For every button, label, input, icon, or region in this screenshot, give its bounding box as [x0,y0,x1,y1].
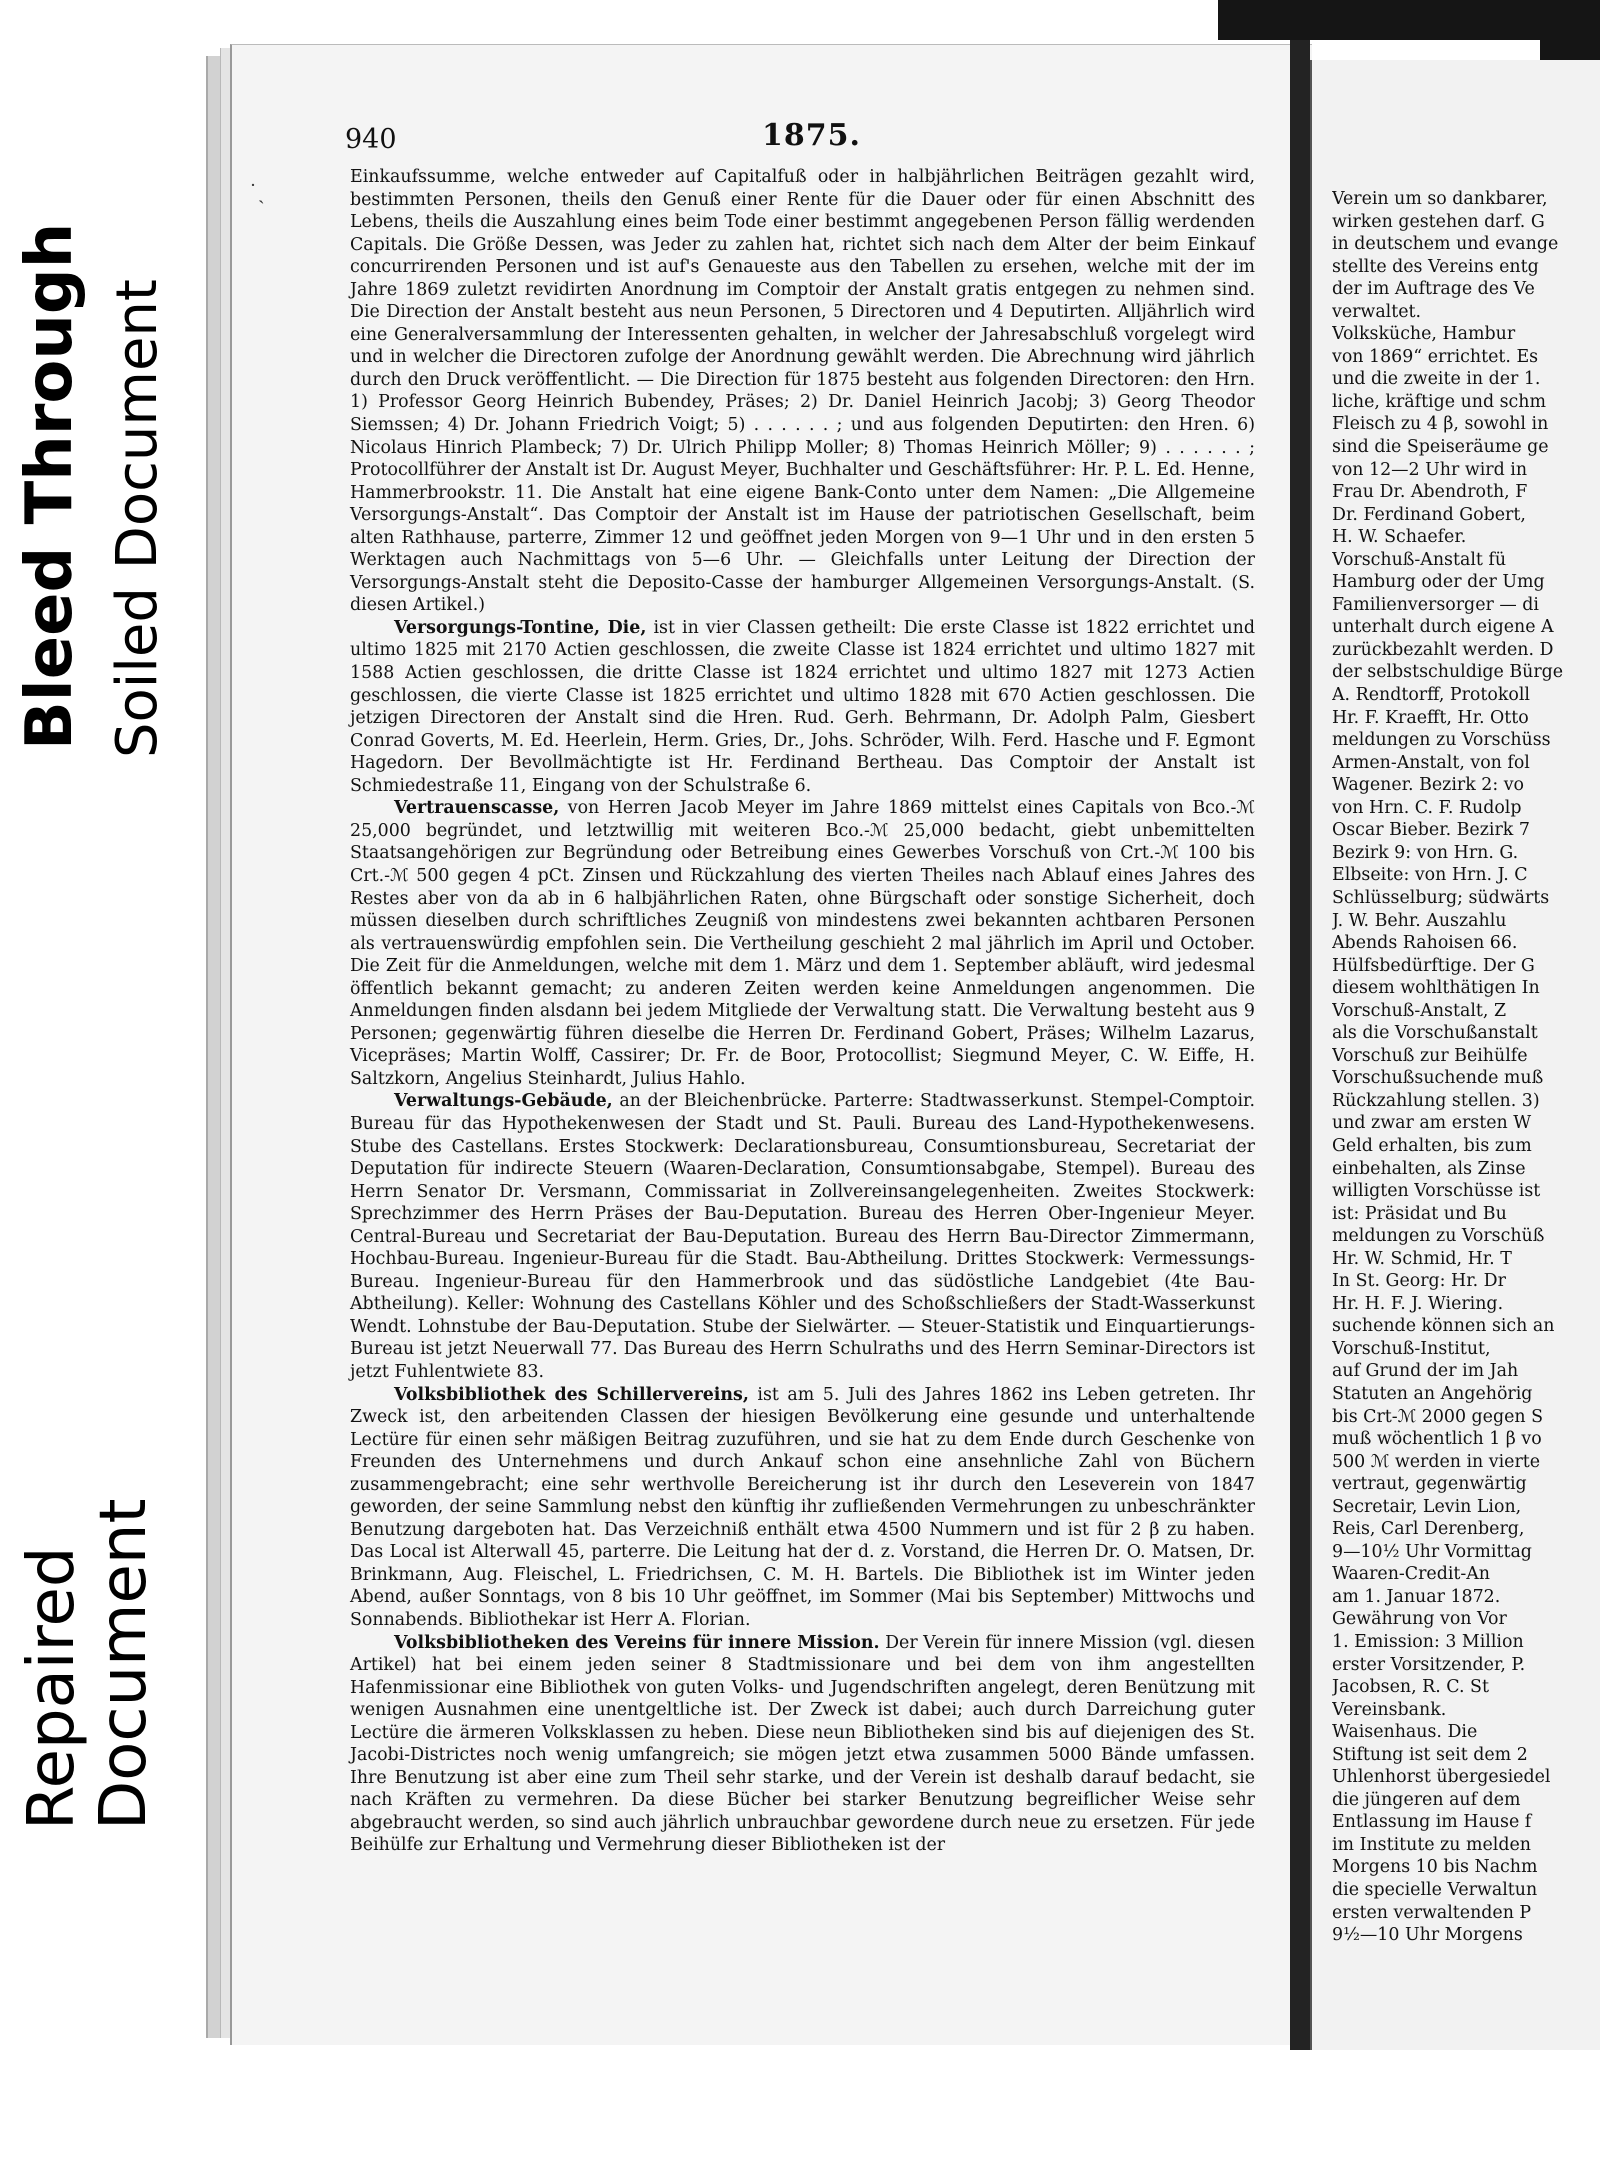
right-page-line: Stiftung ist seit dem 2 [1332,1744,1528,1765]
article-text: ist in vier Classen getheilt: Die erste Classe ist 1822 errichtet und ultimo 1825 mit 2170 Actien geschlossen, die zweite Classe ist 1824 errichtet und ultimo 1827 mit 1588 Actien geschlossen, die dritte Classe ist 1824 errichtet und ultimo 1827 mit 1273 Actien geschlossen, die vierte Classe ist 1825 errichtet und ultimo 1828 mit 670 Actien geschlossen. Die jetzigen Directoren der Anstalt sind die Hren. Rud. Gerh. Behrmann, Dr. Adolph Palm, Giesbert Conrad Goverts, M. Ed. Heerlein, Herm. Gries, Dr., Johs. Schröder, Wilh. Ferd. Hasche und F. Egmont Hagedorn. Der Bevollmächtigte ist Hr. Ferdinand Bertheau. Das Comptoir der Anstalt ist Schmiedestraße 11, Eingang von der Schulstraße 6. [350,617,1255,796]
article-heading: Volksbibliothek des Schillervereins, [394,1384,749,1405]
article-text: Der Verein für innere Mission (vgl. diesen Artikel) hat bei einem jeden seiner 8 Stadtmissionare und bei dem von ihm angestellten Hafenmissionar eine Bibliothek von guten Volks- und Jugendschriften angelegt, deren Benützung mit wenigen Ausnahmen eine unentgeltliche ist. Der Zweck ist dabei; auch durch Darreichung guter Lectüre die ärmeren Volksklassen zu heben. Diese neun Bibliotheken sind bis auf diejenigen des St. Jacobi-Districtes noch wenig umfangreich; sie mögen jetzt etwa zusammen 5000 Bände umfassen. Ihre Benutzung ist aber eine zum Theil sehr starke, und der Verein ist deshalb darauf bedacht, sie nach Kräften zu vermehren. Da diese Bücher bei starker Benutzung begreiflicher Weise sehr abgebraucht werden, so sind auch jährlich unbrauchbar gewordene durch neue zu ersetzen. Für jede Beihülfe zur Erhaltung und Vermehrung dieser Bibliotheken ist der [350,1632,1255,1856]
right-page-line: Vorschuß zur Beihülfe [1332,1045,1528,1066]
right-page-line: verwaltet. [1332,301,1422,322]
right-page-line: einbehalten, als Zinse [1332,1158,1526,1179]
right-page-line: Vereinsbank. [1332,1699,1447,1720]
right-page-line: Fleisch zu 4 β, sowohl in [1332,414,1549,435]
page-number: 940 [345,124,397,155]
right-page-line: Entlassung im Hause f [1332,1812,1532,1833]
right-page-line: J. W. Behr. Auszahlu [1332,910,1507,931]
right-page-line: willigten Vorschüsse ist [1332,1181,1541,1202]
right-page-line: Vorschuß-Institut, [1332,1338,1491,1359]
article-text: Einkaufssumme, welche entweder auf Capitalfuß oder in halbjährlichen Beiträgen gezahlt wird, bestimmten Personen, theils den Genuß einer Rente für die Dauer oder für einen Abschnitt des Lebens, theils die Auszahlung eines beim Tode einer bestimmt angegebenen Person fällig werdenden Capitals. Die Größe Dessen, was Jeder zu zahlen hat, richtet sich nach dem Alter der beim Einkauf concurrirenden Personen und ist auf's Genaueste aus den Tabellen zu ersehen, welche mit der im Jahre 1869 zuletzt revidirten Anordnung im Comptoir der Anstalt gratis entgegen zu nehmen sind. Die Direction der Anstalt besteht aus neun Personen, 5 Directoren und 4 Deputirten. Alljährlich wird eine Generalversammlung der Interessenten gehalten, in welcher der Jahresabschluß vorgelegt wird und in welcher die Directoren zufolge der Anordnung gewählt werden. Die Abrechnung wird jährlich durch den Druck veröffentlicht. — Die Direction für 1875 besteht aus folgenden Directoren: den Hrn. 1) Professor Georg Heinrich Bubendey, Präses; 2) Dr. Daniel Heinrich Jacobj; 3) Georg Theodor Siemssen; 4) Dr. Johann Friedrich Voigt; 5) . . . . . . ; und aus folgenden Deputirten: den Hren. 6) Nicolaus Hinrich Plambeck; 7) Dr. Ulrich Philipp Moller; 8) Thomas Heinrich Möller; 9) . . . . . . ; Protocollführer der Anstalt ist Dr. August Meyer, Buchhalter und Geschäftsführer: Hr. P. L. Ed. Henne, Hammerbrookstr. 11. Die Anstalt hat eine eigene Bank-Conto unter dem Namen: „Die Allgemeine Versorgungs-Anstalt“. Das Comptoir der Anstalt ist im Hause der patriotischen Gesellschaft, beim alten Rathhause, parterre, Zimmer 12 und geöffnet jeden Morgen von 9—1 Uhr und in den ersten 5 Werktagen auch Nachmittags von 5—6 Uhr. — Gleichfalls unter Leitung der Direction der Versorgungs-Anstalt steht die Deposito-Casse der hamburger Allgemeinen Versorgungs-Anstalt. (S. diesen Artikel.) [350,167,1255,616]
left-page-text [350,166,1255,1857]
right-page-line: in deutschem und evange [1332,234,1559,255]
right-page-line: Hamburg oder der Umg [1332,572,1545,593]
right-page-line: der selbstschuldige Bürge [1332,662,1564,683]
article-paragraph [350,166,1255,617]
article-text: ist am 5. Juli des Jahres 1862 ins Leben getreten. Ihr Zweck ist, den arbeitenden Classen der hiesigen Bevölkerung eine gesunde und unterhaltende Lectüre für einen sehr mäßigen Beitrag zuzuführen, und sie hat zu dem Ende durch Geschenke von Freunden des Unternehmens und durch Ankauf schon eine ansehnliche Zahl von Büchern zusammengebracht; eine sehr werthvolle Bereicherung ist ihr durch den Leseverein von 1847 geworden, der seine Sammlung nebst den künftig ihr zufließenden Vermehrungen zu unbeschränkter Benutzung dargeboten hat. Das Verzeichniß enthält etwa 4500 Nummern und ist für 2 β zu haben. Das Local ist Alterwall 45, parterre. Die Leitung hat der d. z. Vorstand, die Herren Dr. O. Matsen, Dr. Brinkmann, Aug. Fleischel, L. Friedrichsen, C. M. H. Bartels. Die Bibliothek ist im Winter jeden Abend, außer Sonntags, von 8 bis 10 Uhr geöffnet, im Sommer (Mai bis September) Mittwochs und Sonnabends. Bibliothekar ist Herr A. Florian. [350,1384,1255,1630]
right-page-line: als die Vorschußanstalt [1332,1023,1538,1044]
article-heading: Verwaltungs-Gebäude, [394,1091,613,1112]
article-heading: Versorgungs-Tontine, Die, [394,617,647,638]
right-page-line: erster Vorsitzender, P. [1332,1654,1526,1675]
right-page-line: Waaren-Credit-An [1332,1564,1491,1585]
article-text: von Herren Jacob Meyer im Jahre 1869 mittelst eines Capitals von Bco.-ℳ 25,000 begründet, und letztwillig mit weiteren Bco.-ℳ 25,000 bedacht, giebt unbemittelten Staatsangehörigen zur Begründung oder Betreibung eines Gewerbes Vorschuß von Crt.-ℳ 100 bis Crt.-ℳ 500 gegen 4 pCt. Zinsen und Rückzahlung des vierten Theiles nach Ablauf eines Jahres des Restes aber von da ab in 6 halbjährlichen Raten, ohne Bürgschaft oder sonstige Sicherheit, doch müssen dieselben durch schriftliches Zeugniß von mindestens zwei bekannten achtbaren Personen als vertrauenswürdig empfohlen sein. Die Vertheilung geschieht 2 mal jährlich im April und October. Die Zeit für die Anmeldungen, welche mit dem 1. März und dem 1. September abläuft, wird jedesmal öffentlich bekannt gemacht; zu anderen Zeiten werden keine Anmeldungen angenommen. Die Anmeldungen finden alsdann bei jedem Mitgliede der Verwaltung statt. Die Verwaltung besteht aus 9 Personen; gegenwärtig führen dieselbe die Herren Dr. Ferdinand Gobert, Präses; Wilhelm Lazarus, Vicepräses; Martin Wolff, Cassirer; Dr. Fr. de Boor, Protocollist; Siegmund Meyer, C. W. Eiffe, H. Saltzkorn, Angelius Steinhardt, Julius Hahlo. [350,798,1255,1089]
right-page-line: Verein um so dankbarer, [1332,189,1548,209]
page-header-year: 1875. [762,118,861,153]
right-page-line: Hr. F. Kraefft, Hr. Otto [1332,707,1529,728]
bleed-through-label: Bleed Through [13,222,87,750]
right-page-line: 9—10½ Uhr Vormittag [1332,1541,1532,1562]
right-page-line: 9½—10 Uhr Morgens [1332,1925,1523,1946]
right-page-line: Oscar Bieber. Bezirk 7 [1332,820,1530,841]
right-page-line: und zwar am ersten W [1332,1113,1532,1134]
article-paragraph [350,797,1255,1090]
right-page-line: A. Rendtorff, Protokoll [1332,685,1530,706]
article-paragraph [350,1632,1255,1857]
right-page-line: der im Auftrage des Ve [1332,279,1535,300]
book-gutter [1290,40,1310,2050]
right-page-line: Gewährung von Vor [1332,1609,1507,1630]
right-page-line: Statuten an Angehörig [1332,1383,1533,1404]
right-page-line: am 1. Januar 1872. [1332,1586,1501,1607]
right-page-line: Frau Dr. Abendroth, F [1332,482,1528,503]
soiled-document-label: Soiled Document [105,279,170,758]
right-page-line: sind die Speiseräume ge [1332,437,1549,458]
right-page-line: Waisenhaus. Die [1332,1722,1478,1743]
right-page-line: Abends Rahoisen 66. [1332,933,1518,954]
right-page-line: Reis, Carl Derenberg, [1332,1519,1525,1540]
article-heading: Vertrauenscasse, [394,798,560,819]
right-page-line: auf Grund der im Jah [1332,1361,1519,1382]
right-page-line: vertraut, gegenwärtig [1332,1474,1527,1495]
right-page-line: bis Crt-ℳ 2000 gegen S [1332,1406,1544,1427]
right-page-line: Rückzahlung stellen. 3) [1332,1090,1540,1111]
article-heading: Volksbibliotheken des Vereins für innere Mission. [394,1632,880,1653]
right-page-line: 500 ℳ werden in vierte [1332,1451,1541,1472]
right-page-line: wirken gestehen darf. G [1332,211,1545,232]
right-page-line: Bezirk 9: von Hrn. G. [1332,842,1519,863]
repaired-label: Repaired [15,1546,89,1830]
article-text: an der Bleichenbrücke. Parterre: Stadtwasserkunst. Stempel-Comptoir. Bureau für das Hypothekenwesen der Stadt und St. Pauli. Bureau des Land-Hypothekenwesens. Stube des Castellans. Erstes Stockwerk: Declarationsbureau, Consumtionsbureau, Secretariat der Deputation für indirecte Steuern (Waaren-Declaration, Consumtionsabgabe, Stempel). Bureau des Herrn Senator Dr. Versmann, Commissariat in Zollvereinsangelegenheiten. Zweites Stockwerk: Sprechzimmer des Herrn Präses der Bau-Deputation. Bureau des Herren Ober-Ingenieur Meyer. Central-Bureau und Secretariat der Bau-Deputation. Bureau des Herrn Bau-Director Zimmermann, Hochbau-Bureau. Ingenieur-Bureau für die Stadt. Bau-Abtheilung. Drittes Stockwerk: Vermessungs-Bureau. Ingenieur-Bureau für den Hammerbrook und das südöstliche Landgebiet (4te Bau-Abtheilung). Keller: Wohnung des Castellans Köhler und des Schoßschließers der Stadt-Wasserkunst Wendt. Lohnstube der Bau-Deputation. Stube der Sielwärter. — Steuer-Statistik und Einquartierungs-Bureau ist jetzt Neuerwall 77. Das Bureau des Herrn Schulraths und des Herrn Seminar-Directors ist jetzt Fuhlentwiete 83. [350,1091,1255,1382]
right-page-line: Wagener. Bezirk 2: vo [1332,775,1525,796]
right-page-line: Secretair, Levin Lion, [1332,1496,1522,1517]
article-paragraph [350,1384,1255,1632]
right-page-line: Dr. Ferdinand Gobert, [1332,504,1526,525]
right-page-line: muß wöchentlich 1 β vo [1332,1429,1542,1450]
right-page-line: Vorschuß-Anstalt, Z [1332,1000,1507,1021]
right-page-line: Vorschußsuchende muß [1332,1068,1544,1089]
right-page-line: Geld erhalten, bis zum [1332,1135,1532,1156]
right-page-line: Volksküche, Hambur [1332,324,1516,345]
right-page-line: suchende können sich an [1332,1316,1555,1337]
right-page-line: H. W. Schaefer. [1332,527,1467,548]
right-page-line: von 1869“ errichtet. Es [1332,346,1539,367]
margin-mark: ˙ˏ [248,180,265,204]
right-page-line: die jüngeren auf dem [1332,1789,1521,1810]
right-page-line: liche, kräftige und schm [1332,391,1546,412]
right-page-line: Vorschuß-Anstalt fü [1332,549,1507,570]
right-page-line: Familienversorger — di [1332,594,1539,615]
right-page-line: Jacobsen, R. C. St [1332,1677,1489,1698]
right-page-line: Hr. W. Schmid, Hr. T [1332,1248,1512,1269]
right-page-line: unterhalt durch eigene A [1332,617,1554,638]
right-page-line: ist: Präsidat und Bu [1332,1203,1507,1224]
right-page-line: im Institute zu melden [1332,1834,1531,1855]
right-page-line: die specielle Verwaltun [1332,1880,1538,1901]
right-page-line: In St. Georg: Hr. Dr [1332,1271,1506,1292]
right-page-line: 1. Emission: 3 Million [1332,1632,1524,1652]
right-page-line: Uhlenhorst übergesiedel [1332,1767,1551,1788]
right-page-line: von Hrn. C. F. Rudolp [1332,797,1522,818]
right-page-line: stellte des Vereins entg [1332,256,1539,277]
right-page-line: von 12—2 Uhr wird in [1332,459,1528,480]
right-page-line: Hülfsbedürftige. Der G [1332,955,1535,976]
right-page-line: Armen-Anstalt, von fol [1332,752,1530,773]
article-paragraph [350,1090,1255,1383]
right-page-line: Morgens 10 bis Nachm [1332,1857,1538,1878]
article-paragraph [350,617,1255,797]
right-page-line: Schlüsselburg; südwärts [1332,887,1550,908]
document-label: Document [87,1498,161,1830]
right-page-line: Hr. H. F. J. Wiering. [1332,1293,1504,1314]
right-page-line: zurückbezahlt werden. D [1332,639,1554,660]
right-page-line: meldungen zu Vorschüß [1332,1226,1545,1247]
right-page-line: und die zweite in der 1. [1332,369,1541,390]
right-page-line: ersten verwaltenden P [1332,1902,1532,1923]
right-page-line: meldungen zu Vorschüss [1332,730,1551,751]
right-page-line: Elbseite: von Hrn. J. C [1332,865,1528,886]
right-page-text [1332,188,1600,1947]
right-page-line: diesem wohlthätigen In [1332,978,1540,999]
